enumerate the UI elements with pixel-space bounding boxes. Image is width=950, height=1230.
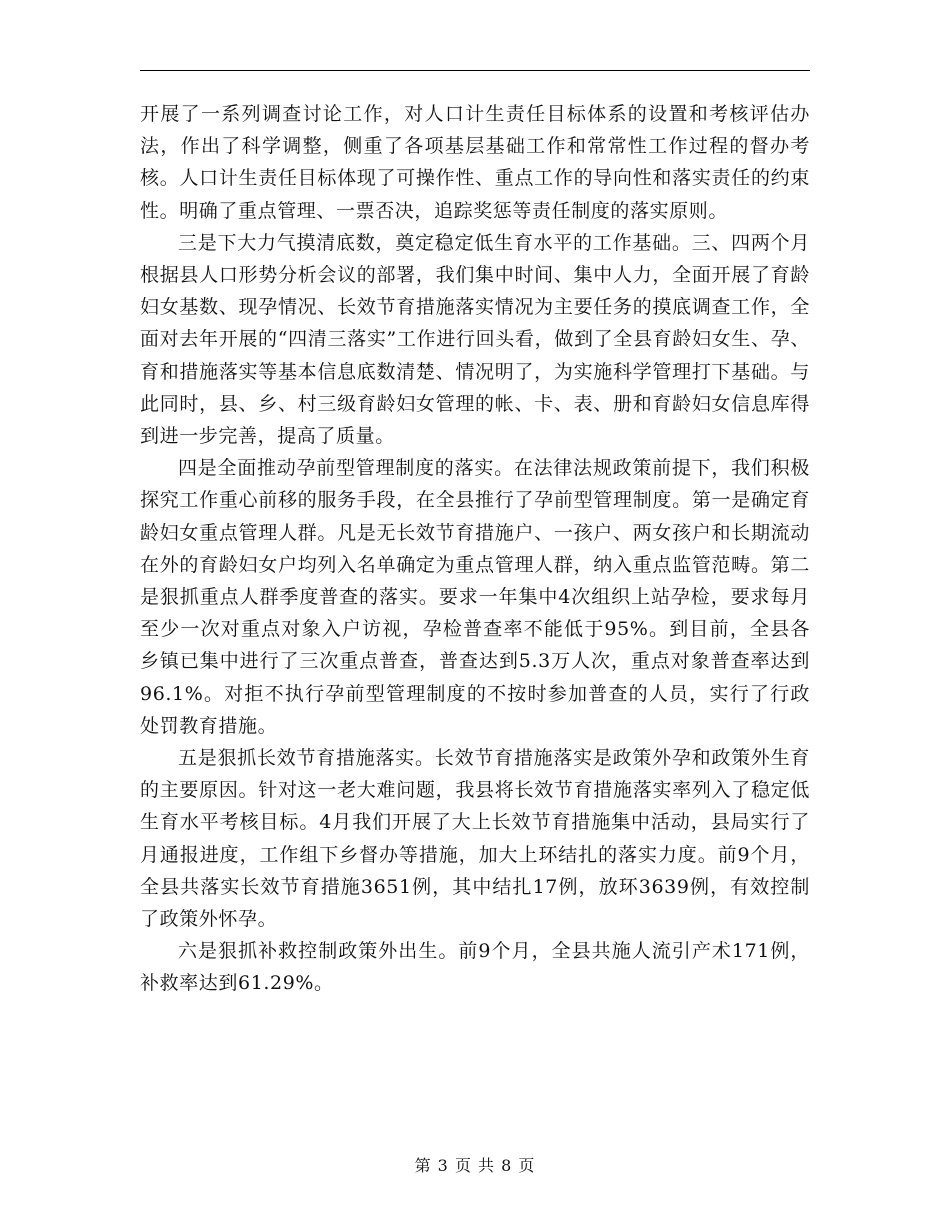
paragraph-3: 四是全面推动孕前型管理制度的落实。在法律法规政策前提下，我们积极探究工作重心前移的服务手段，在全县推行了孕前型管理制度。第一是确定育龄妇女重点管理人群。凡是无长效节育措施户、一孩户、两女孩户和长期流动在外的育龄妇女户均列入名单确定为重点管理人群，纳入重点监管范畴。第二是狠抓重点人群季度普查的落实。要求一年集中4次组织上站孕检，要求每月至少一次对重点对象入户访视，孕检普查率不能低于95%。到目前，全县各乡镇已集中进行了三次重点普查，普查达到5.3万人次，重点对象普查率达到96.1%。对拒不执行孕前型管理制度的不按时参加普查的人员，实行了行政处罚教育措施。 — [140, 457, 810, 737]
paragraph-5: 六是狠抓补救控制政策外出生。前9个月，全县共施人流引产术171例，补救率达到61.29%。 — [140, 940, 810, 995]
document-body — [140, 98, 810, 1000]
paragraph-4: 五是狠抓长效节育措施落实。长效节育措施落实是政策外孕和政策外生育的主要原因。针对这一老大难问题，我县将长效节育措施落实率列入了稳定低生育水平考核目标。4月我们开展了大上长效节育措施集中活动，县局实行了月通报进度，工作组下乡督办等措施，加大上环结扎的落实力度。前9个月，全县共落实长效节育措施3651例，其中结扎17例，放环3639例，有效控制了政策外怀孕。 — [140, 747, 810, 931]
paragraph-1: 开展了一系列调查讨论工作，对人口计生责任目标体系的设置和考核评估办法，作出了科学调整，侧重了各项基层基础工作和常常性工作过程的督办考核。人口计生责任目标体现了可操作性、重点工作的导向性和落实责任的约束性。明确了重点管理、一票否决，追踪奖惩等责任制度的落实原则。 — [140, 103, 810, 222]
paragraph-2: 三是下大力气摸清底数，奠定稳定低生育水平的工作基础。三、四两个月根据县人口形势分析会议的部署，我们集中时间、集中人力，全面开展了育龄妇女基数、现孕情况、长效节育措施落实情况为主要任务的摸底调查工作，全面对去年开展的“四清三落实”工作进行回头看，做到了全县育龄妇女生、孕、育和措施落实等基本信息底数清楚、情况明了，为实施科学管理打下基础。与此同时，县、乡、村三级育龄妇女管理的帐、卡、表、册和育龄妇女信息库得到进一步完善，提高了质量。 — [140, 231, 810, 448]
page-number-footer: 第 3 页 共 8 页 — [414, 1156, 536, 1175]
header-rule — [140, 70, 810, 71]
